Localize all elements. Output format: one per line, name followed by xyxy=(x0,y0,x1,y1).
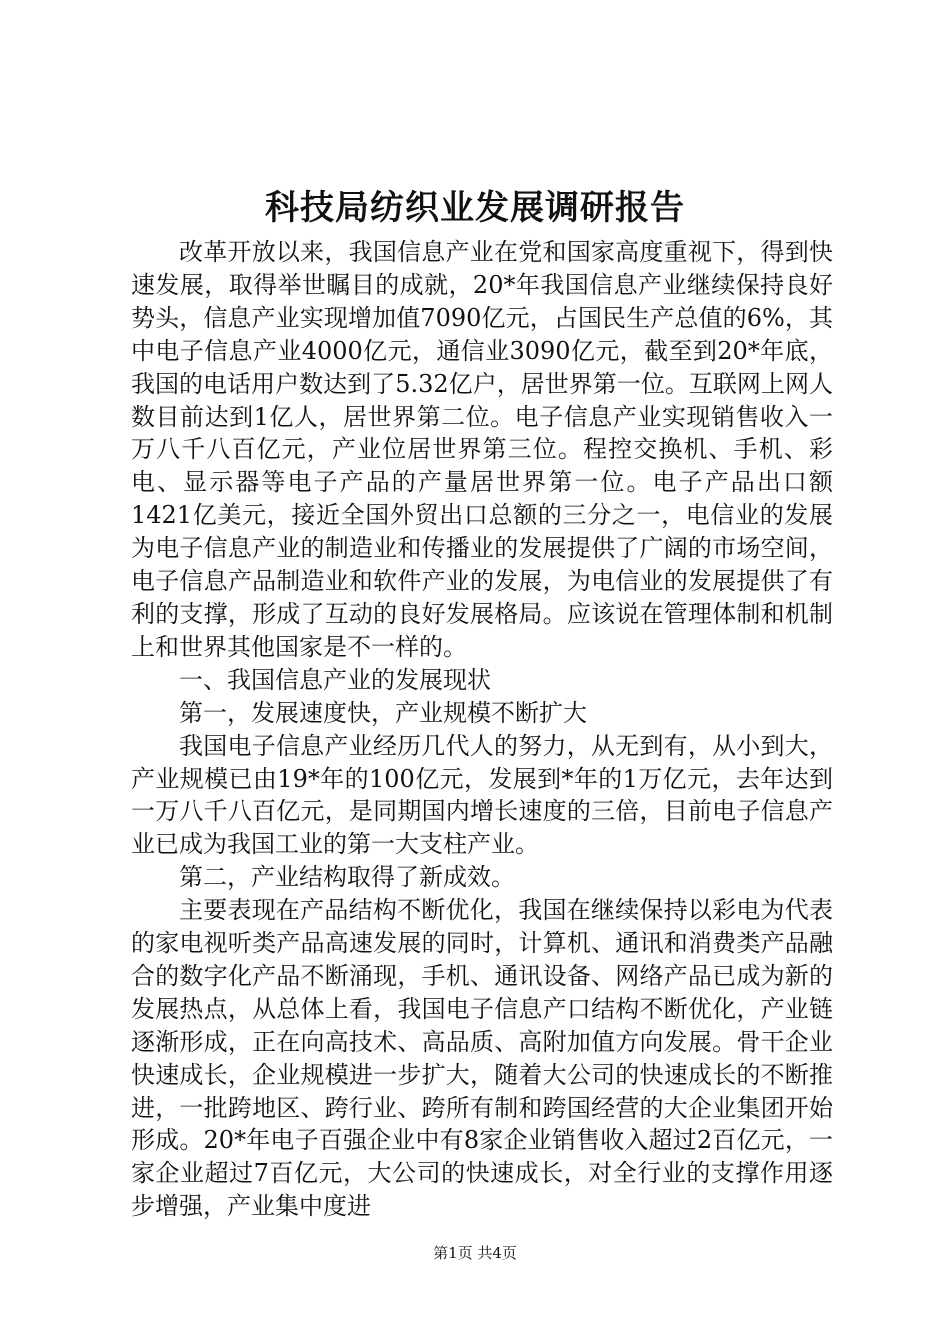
page-number-footer: 第1页 共4页 xyxy=(433,1244,517,1262)
paragraph-intro: 改革开放以来，我国信息产业在党和国家高度重视下，得到快速发展，取得举世瞩目的成就，20*年我国信息产业继续保持良好势头，信息产业实现增加值7090亿元，占国民生产总值的6%，其中电子信息产业4000亿元，通信业3090亿元，截至到20*年底，我国的电话用户数达到了5.32亿户，居世界第一位。互联网上网人数目前达到1亿人，居世界第二位。电子信息产业实现销售收入一万八千八百亿元，产业位居世界第三位。程控交换机、手机、彩电、显示器等电子产品的产量居世界第一位。电子产品出口额1421亿美元，接近全国外贸出口总额的三分之一，电信业的发展为电子信息产业的制造业和传播业的发展提供了广阔的市场空间，电子信息产品制造业和软件产业的发展，为电信业的发展提供了有利的支撑，形成了互动的良好发展格局。应该说在管理体制和机制上和世界其他国家是不一样的。 xyxy=(131,238,833,661)
subheading-second: 第二，产业结构取得了新成效。 xyxy=(179,863,515,892)
section-heading-1: 一、我国信息产业的发展现状 xyxy=(179,665,491,694)
paragraph-structure: 主要表现在产品结构不断优化，我国在继续保持以彩电为代表的家电视听类产品高速发展的同时，计算机、通讯和消费类产品融合的数字化产品不断涌现，手机、通讯设备、网络产品已成为新的发展热点，从总体上看，我国电子信息产口结构不断优化，产业链逐渐形成，正在向高技术、高品质、高附加值方向发展。骨干企业快速成长，企业规模进一步扩大，随着大公司的快速成长的不断推进，一批跨地区、跨行业、跨所有制和跨国经营的大企业集团开始形成。20*年电子百强企业中有8家企业销售收入超过2百亿元，一家企业超过7百亿元，大公司的快速成长，对全行业的支撑作用逐步增强，产业集中度进 xyxy=(131,896,833,1221)
paragraph-growth: 我国电子信息产业经历几代人的努力，从无到有，从小到大，产业规模已由19*年的100亿元，发展到*年的1万亿元，去年达到一万八千八百亿元，是同期国内增长速度的三倍，目前电子信息产业已成为我国工业的第一大支柱产业。 xyxy=(131,731,833,859)
document-body xyxy=(131,236,833,1223)
subheading-first: 第一，发展速度快，产业规模不断扩大 xyxy=(179,698,587,727)
document-title: 科技局纺织业发展调研报告 xyxy=(265,188,685,228)
